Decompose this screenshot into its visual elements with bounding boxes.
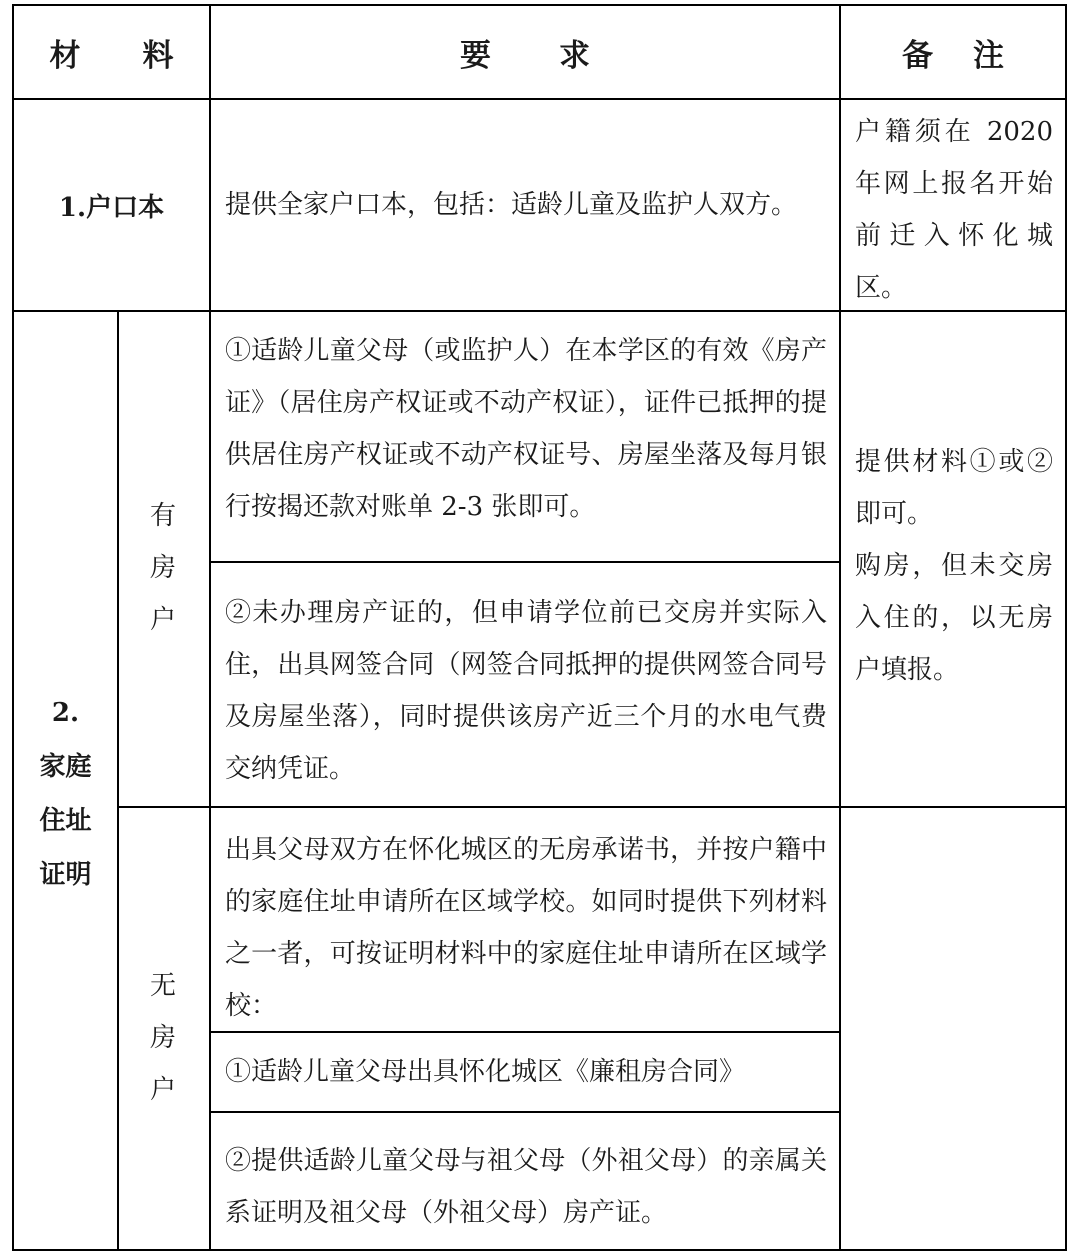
material-sub-divider	[117, 310, 119, 1251]
no-house-requirement-intro: 出具父母双方在怀化城区的无房承诺书，并按户籍中的家庭住址申请所在区域学校。如同时提供下列材料之一者，可按证明材料中的家庭住址申请所在区域学校：	[225, 835, 827, 1021]
has-house-requirement-1: ①适龄儿童父母（或监护人）在本学区的有效《房产证》（居住房产权证或不动产权证），证件已抵押的提供居住房产权证或不动产权证号、房屋坐落及每月银行按揭还款对账单 2-3 张即可。	[225, 336, 827, 522]
has-house-remark	[841, 312, 1065, 806]
row2-material-line2: 住址	[39, 806, 92, 836]
no-house-requirement-2: ②提供适龄儿童父母与祖父母（外祖父母）的亲属关系证明及祖父母（外祖父母）房产证。	[225, 1146, 827, 1228]
header-material: 材 料	[49, 37, 174, 74]
row2-material-line3: 证明	[39, 860, 92, 890]
table-border-bottom	[12, 1249, 1067, 1251]
header-requirement: 要 求	[460, 37, 590, 74]
row1-requirement: 提供全家户口本，包括：适龄儿童及监护人双方。	[225, 190, 798, 220]
row1-remark: 户籍须在 2020 年网上报名开始前迁入怀化城区。	[855, 117, 1053, 303]
header-remark: 备 注	[902, 37, 1004, 74]
row2-material-number: 2.	[51, 698, 80, 728]
has-house-remark-line2: 购房，但未交房入住的，以无房户填报。	[855, 551, 1053, 685]
row2-material	[14, 686, 117, 890]
has-house-requirement-2: ②未办理房产证的，但申请学位前已交房并实际入住，出具网签合同（网签合同抵押的提供网签合同号及房屋坐落），同时提供该房产近三个月的水电气费交纳凭证。	[225, 598, 827, 784]
row2-material-line1: 家庭	[39, 752, 92, 782]
row1-material: 1.户口本	[58, 192, 165, 223]
has-house-label: 有房户	[149, 501, 176, 635]
no-house-remark	[841, 808, 1065, 1249]
table-border-right	[1065, 4, 1067, 1251]
no-house-requirement-1: ①适龄儿童父母出具怀化城区《廉租房合同》	[225, 1057, 746, 1087]
no-house-label: 无房户	[149, 971, 176, 1105]
has-house-remark-line1: 提供材料①或②即可。	[855, 447, 1053, 529]
